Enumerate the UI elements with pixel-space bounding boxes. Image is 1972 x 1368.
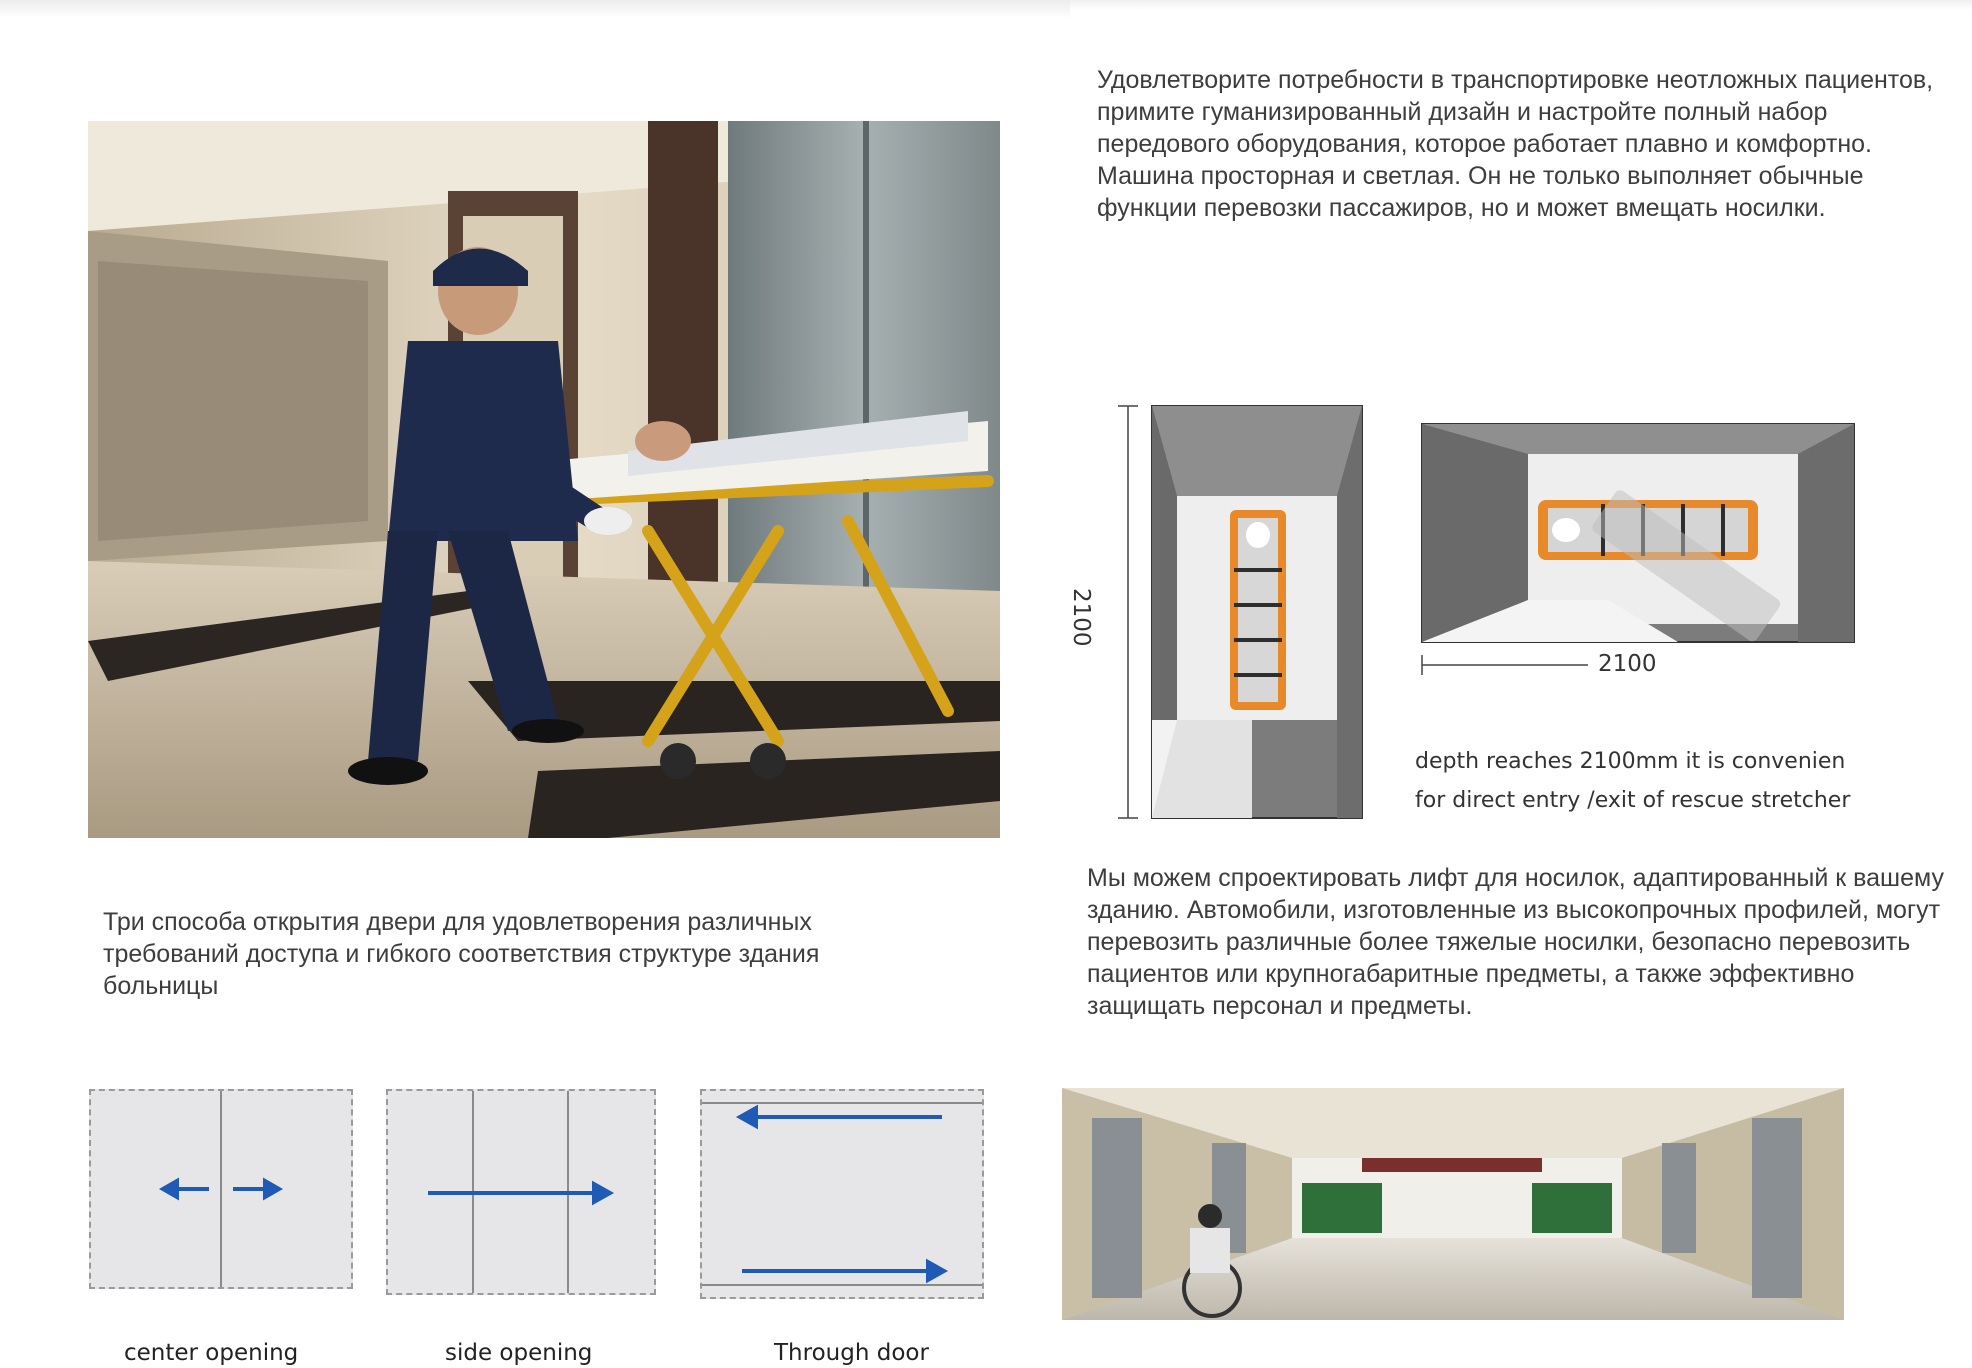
door-opening-paragraph: Три способа открытия двери для удовлетворения различных требований доступа и гибкого соответствия структуре здания больницы bbox=[103, 908, 820, 1000]
stretcher-caption bbox=[1415, 742, 1850, 820]
depth-dimension-label: 2100 bbox=[1068, 588, 1094, 647]
through-door-diagram bbox=[700, 1089, 984, 1299]
custom-lift-paragraph: Мы можем спроектировать лифт для носилок, адаптированный к вашему зданию. Автомобили, изготовленные из высокопрочных профилей, могут перевозить различные более тяжелые носилки, безопасно перевозить пациентов или крупногабаритные предметы, а также эффективно защищать персонал и предметы. bbox=[1087, 864, 1944, 1020]
side-opening-diagram bbox=[386, 1089, 656, 1295]
stretcher-caption-line-2: for direct entry /exit of rescue stretcher bbox=[1415, 788, 1851, 813]
stretcher-caption-line-1: depth reaches 2100mm it is convenien bbox=[1415, 749, 1846, 774]
top-fade-band bbox=[0, 0, 1070, 18]
stretcher-width-diagram bbox=[1418, 420, 1858, 680]
stretcher-elevator-photo bbox=[88, 121, 1000, 838]
through-door-label: Through door bbox=[774, 1340, 929, 1366]
center-opening-diagram bbox=[89, 1089, 353, 1289]
center-opening-label: center opening bbox=[124, 1340, 299, 1366]
top-fade-band-right bbox=[1070, 0, 1972, 10]
side-opening-label: side opening bbox=[445, 1340, 593, 1366]
width-dimension-label: 2100 bbox=[1598, 651, 1657, 677]
emergency-transport-paragraph: Удовлетворите потребности в транспортировке неотложных пациентов, примите гуманизированный дизайн и настройте полный набор передового оборудования, которое работает плавно и комфортно. Машина просторная и светлая. Он не только выполняет обычные функции перевозки пассажиров, но и может вмещать носилки. bbox=[1097, 66, 1934, 222]
stretcher-depth-diagram bbox=[1112, 400, 1372, 825]
hospital-corridor-photo bbox=[1062, 1088, 1844, 1320]
